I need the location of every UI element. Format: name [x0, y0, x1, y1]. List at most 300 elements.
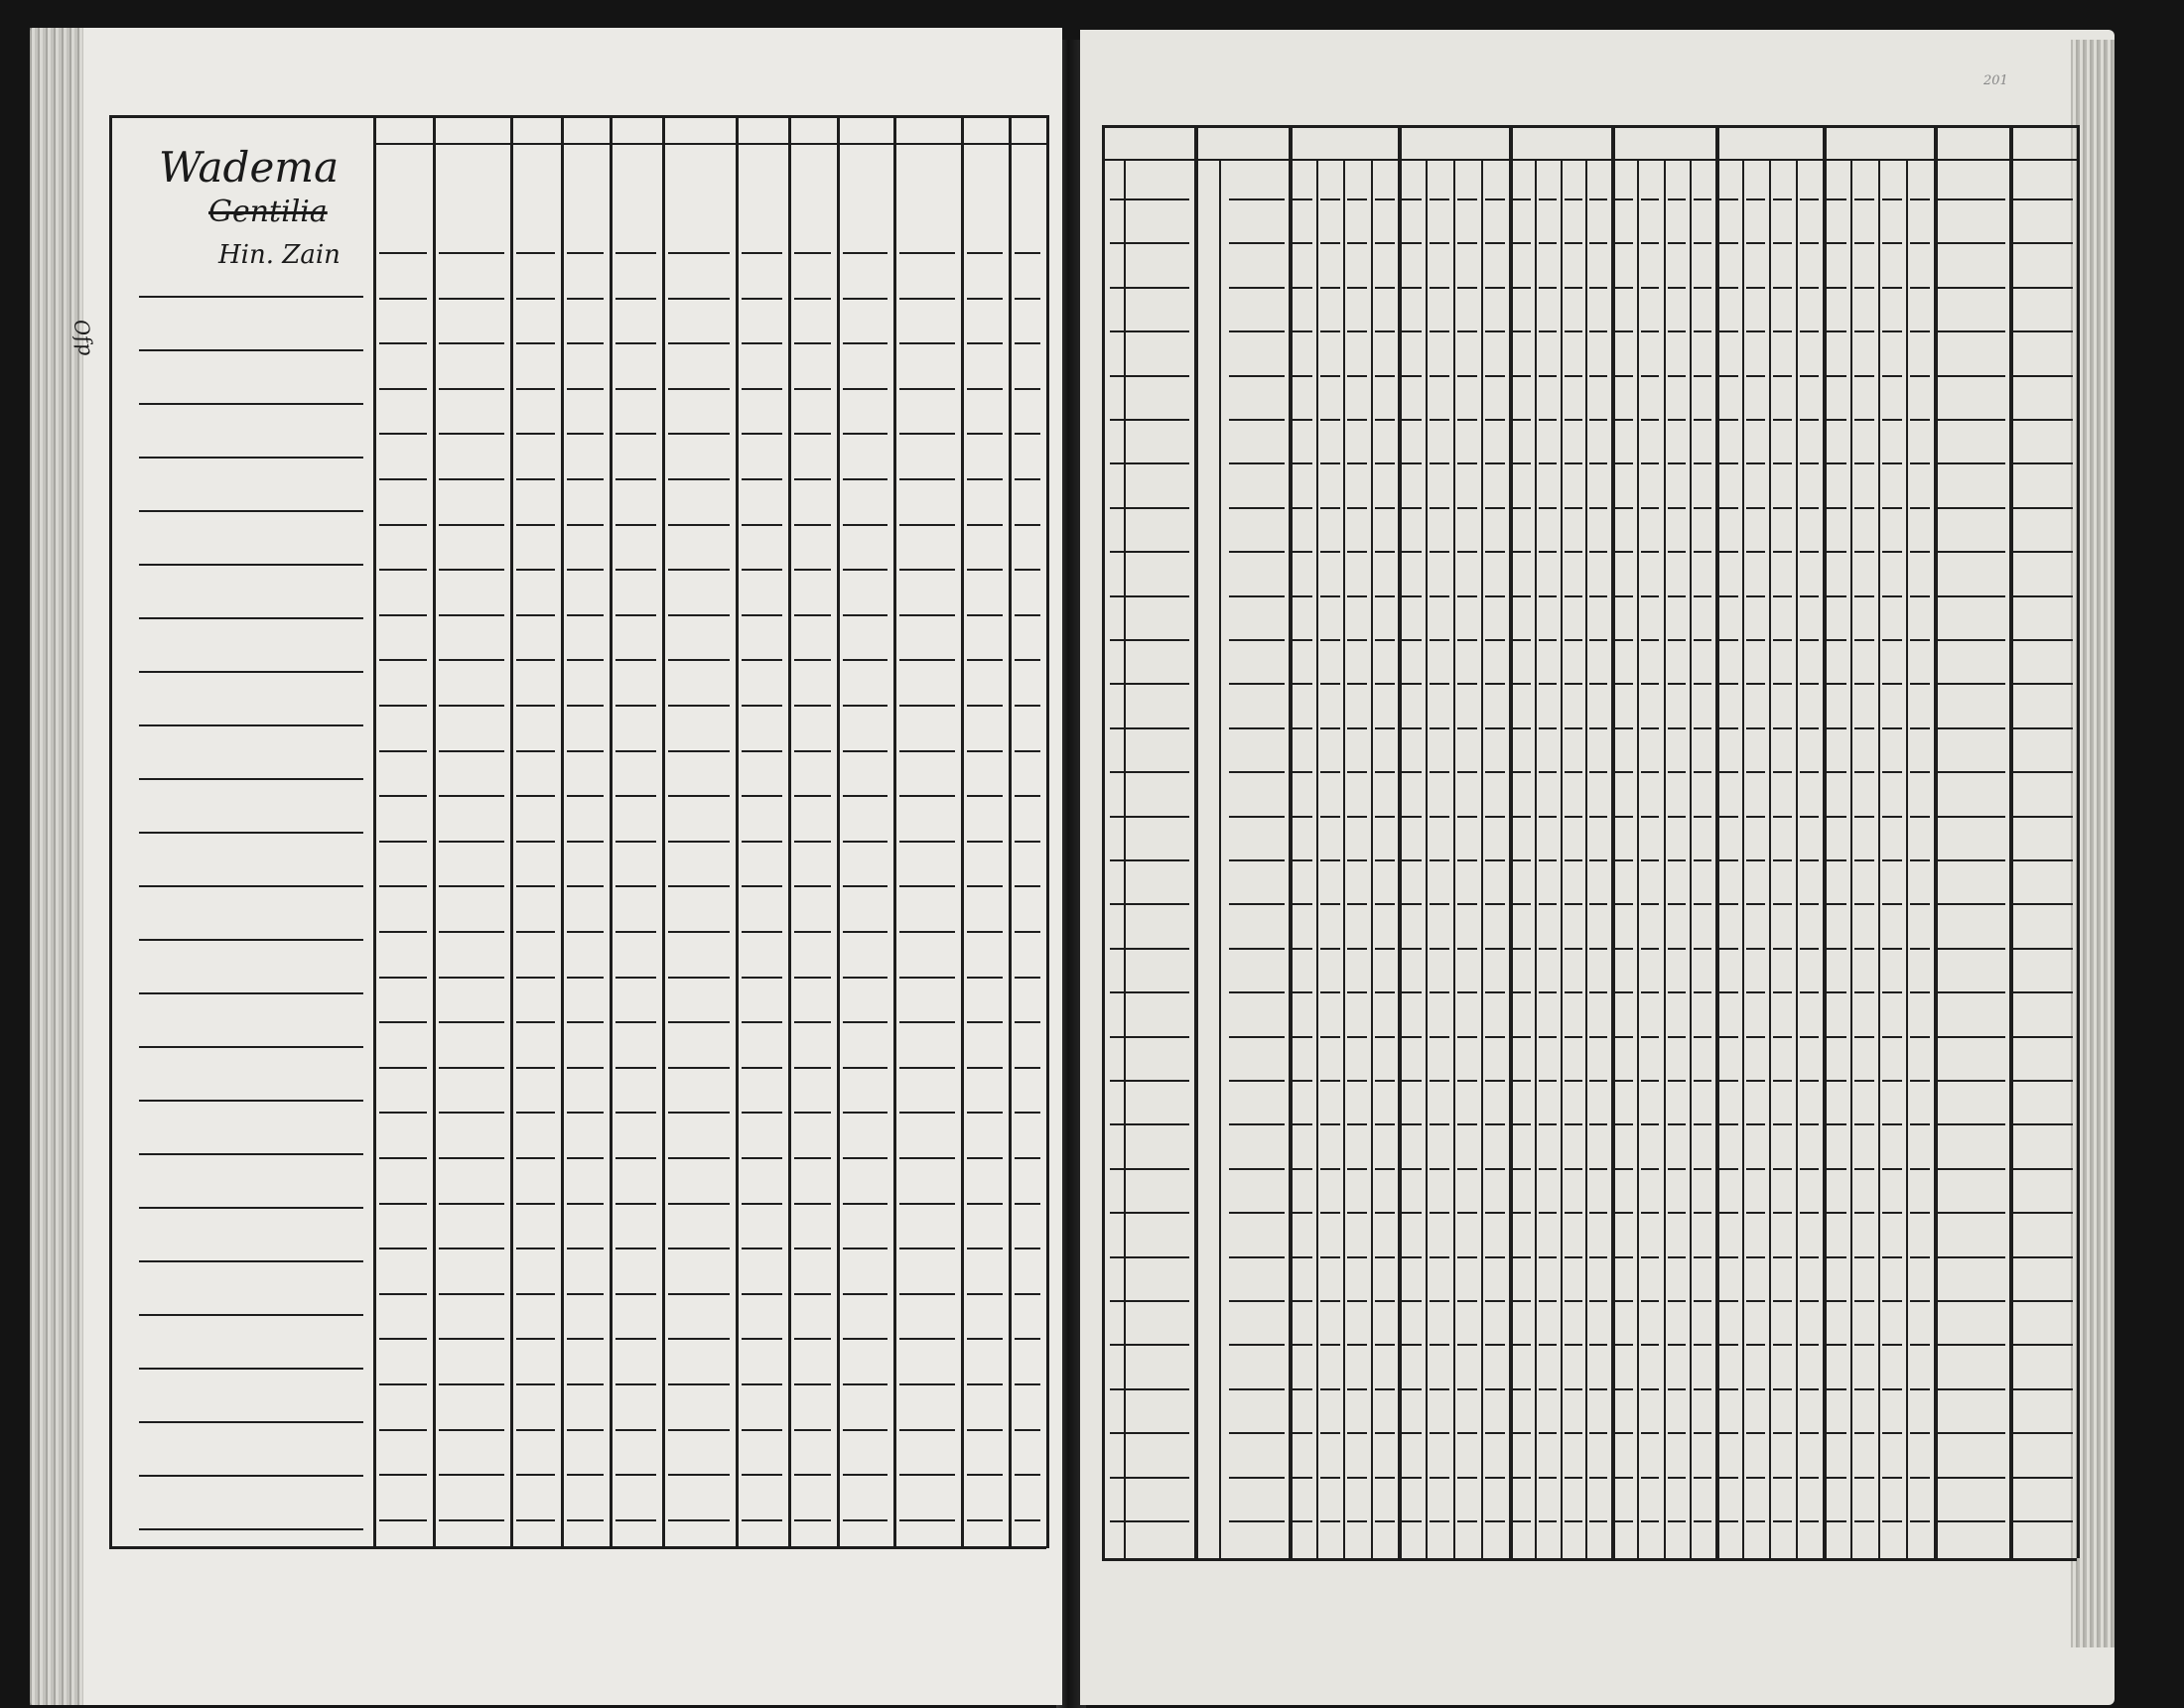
rule-line	[668, 1338, 730, 1340]
rule-line	[1430, 551, 1449, 553]
rule-line	[967, 705, 1003, 707]
rule-line	[439, 1157, 504, 1159]
rule-line	[1746, 287, 1765, 289]
rule-line	[379, 659, 427, 661]
rule-line	[1938, 462, 2005, 464]
rule-line	[1694, 1036, 1711, 1038]
rule-line	[967, 433, 1003, 435]
rule-line	[1539, 375, 1557, 377]
rule-line	[1375, 595, 1395, 597]
rule-line	[1485, 639, 1505, 641]
rule-line	[1485, 683, 1505, 685]
rule-line	[1110, 1080, 1189, 1082]
rule-line	[1719, 683, 1738, 685]
rule-line	[1375, 1036, 1395, 1038]
rule-line	[662, 115, 665, 1546]
rule-line	[1589, 551, 1607, 553]
rule-line	[1882, 771, 1902, 773]
rule-line	[1015, 1293, 1040, 1295]
rule-line	[1719, 1212, 1738, 1214]
rule-line	[843, 1338, 887, 1340]
rule-line	[967, 1203, 1003, 1205]
rule-line	[2013, 948, 2073, 950]
rule-line	[516, 750, 555, 752]
rule-line	[1668, 1256, 1686, 1258]
rule-line	[1229, 1300, 1285, 1302]
rule-line	[1589, 198, 1607, 200]
rule-line	[516, 1338, 555, 1340]
rule-line	[567, 795, 604, 797]
rule-line	[1641, 683, 1659, 685]
rule-line	[967, 388, 1003, 390]
rule-line	[742, 1429, 782, 1431]
rule-line	[1229, 816, 1285, 818]
rule-line	[1430, 198, 1449, 200]
rule-line	[1539, 1520, 1557, 1522]
rule-line	[1615, 462, 1633, 464]
rule-line	[1882, 1477, 1902, 1479]
rule-line	[567, 569, 604, 571]
rule-line	[1293, 771, 1312, 773]
rule-line	[1347, 595, 1367, 597]
rule-line	[1110, 1520, 1189, 1522]
rule-line	[794, 795, 831, 797]
rule-line	[1910, 595, 1930, 597]
rule-line	[1910, 1388, 1930, 1390]
rule-line	[1375, 1212, 1395, 1214]
rule-line	[1827, 1344, 1846, 1346]
rule-line	[1938, 1344, 2005, 1346]
rule-line	[379, 478, 427, 480]
rule-line	[1110, 727, 1189, 729]
rule-line	[2013, 1036, 2073, 1038]
rule-line	[1110, 462, 1189, 464]
rule-line	[516, 614, 555, 616]
rule-line	[843, 885, 887, 887]
rule-line	[668, 750, 730, 752]
rule-line	[433, 115, 436, 1546]
rule-line	[1293, 551, 1312, 553]
rule-line	[567, 841, 604, 843]
rule-line	[516, 252, 555, 254]
rule-line	[2013, 816, 2073, 818]
rule-line	[1882, 507, 1902, 509]
rule-line	[794, 298, 831, 300]
rule-line	[1347, 1212, 1367, 1214]
rule-line	[1430, 639, 1449, 641]
rule-line	[1694, 507, 1711, 509]
rule-line	[1565, 1212, 1582, 1214]
rule-line	[615, 1429, 656, 1431]
rule-line	[615, 931, 656, 933]
rule-line	[1641, 771, 1659, 773]
rule-line	[1827, 859, 1846, 861]
rule-line	[794, 1338, 831, 1340]
rule-line	[1110, 375, 1189, 377]
rule-line	[1402, 198, 1422, 200]
rule-line	[1800, 991, 1819, 993]
rule-line	[1854, 639, 1874, 641]
rule-line	[1015, 1429, 1040, 1431]
rule-line	[1746, 330, 1765, 332]
rule-line	[1513, 1520, 1531, 1522]
rule-line	[1668, 771, 1686, 773]
rule-line	[1641, 551, 1659, 553]
rule-line	[1800, 595, 1819, 597]
rule-line	[1668, 1212, 1686, 1214]
rule-line	[1375, 1388, 1395, 1390]
rule-line	[1485, 903, 1505, 905]
rule-line	[1485, 727, 1505, 729]
rule-line	[1347, 771, 1367, 773]
rule-line	[2013, 1432, 2073, 1434]
rule-line	[1110, 287, 1189, 289]
rule-line	[1565, 816, 1582, 818]
rule-line	[1430, 1168, 1449, 1170]
rule-line	[1320, 903, 1340, 905]
rule-line	[1293, 948, 1312, 950]
rule-line	[1015, 795, 1040, 797]
rule-line	[516, 1429, 555, 1431]
rule-line	[1589, 816, 1607, 818]
rule-line	[1589, 462, 1607, 464]
rule-line	[379, 885, 427, 887]
rule-line	[1565, 859, 1582, 861]
rule-line	[567, 388, 604, 390]
rule-line	[1375, 242, 1395, 244]
rule-line	[1457, 948, 1477, 950]
rule-line	[1589, 419, 1607, 421]
rule-line	[899, 1021, 955, 1023]
rule-line	[1347, 1388, 1367, 1390]
rule-line	[1938, 1432, 2005, 1434]
rule-line	[1015, 1383, 1040, 1385]
rule-line	[1513, 948, 1531, 950]
rule-line	[1539, 683, 1557, 685]
rule-line	[899, 841, 955, 843]
rule-line	[1343, 159, 1345, 1558]
rule-line	[1641, 903, 1659, 905]
rule-line	[379, 433, 427, 435]
rule-line	[1110, 1388, 1189, 1390]
rule-line	[615, 1383, 656, 1385]
rule-line	[567, 478, 604, 480]
rule-line	[1773, 1080, 1792, 1082]
rule-line	[1800, 1300, 1819, 1302]
rule-line	[1854, 1388, 1874, 1390]
rule-line	[1229, 903, 1285, 905]
rule-line	[1110, 242, 1189, 244]
rule-line	[1229, 551, 1285, 553]
rule-line	[2013, 771, 2073, 773]
rule-line	[1882, 816, 1902, 818]
rule-line	[1641, 816, 1659, 818]
rule-line	[1615, 859, 1633, 861]
rule-line	[1375, 1123, 1395, 1125]
rule-line	[1719, 507, 1738, 509]
rule-line	[1719, 242, 1738, 244]
rule-line	[1320, 595, 1340, 597]
rule-line	[1719, 419, 1738, 421]
rule-line	[742, 1338, 782, 1340]
rule-line	[1719, 1036, 1738, 1038]
rule-line	[610, 115, 613, 1546]
rule-line	[1513, 462, 1531, 464]
rule-line	[1641, 287, 1659, 289]
rule-line	[843, 1519, 887, 1521]
rule-line	[139, 617, 363, 619]
rule-line	[1746, 816, 1765, 818]
rule-line	[139, 349, 363, 351]
rule-line	[1882, 330, 1902, 332]
rule-line	[567, 1021, 604, 1023]
rule-line	[794, 1248, 831, 1249]
rule-line	[899, 1067, 955, 1069]
rule-line	[1589, 727, 1607, 729]
rule-line	[567, 1248, 604, 1249]
rule-line	[1015, 388, 1040, 390]
rule-line	[1015, 1157, 1040, 1159]
rule-line	[1641, 1212, 1659, 1214]
rule-line	[1110, 595, 1189, 597]
rule-line	[1827, 551, 1846, 553]
rule-line	[1229, 595, 1285, 597]
rule-line	[1513, 330, 1531, 332]
rule-line	[668, 1203, 730, 1205]
rule-line	[1854, 595, 1874, 597]
rule-line	[1430, 1212, 1449, 1214]
rule-line	[843, 931, 887, 933]
rule-line	[1565, 639, 1582, 641]
rule-line	[439, 1429, 504, 1431]
rule-line	[1485, 1168, 1505, 1170]
rule-line	[139, 1207, 363, 1209]
rule-line	[1229, 1344, 1285, 1346]
rule-line	[1694, 771, 1711, 773]
rule-line	[1110, 816, 1189, 818]
rule-line	[1539, 859, 1557, 861]
rule-line	[1402, 1477, 1422, 1479]
rule-line	[615, 885, 656, 887]
rule-line	[1878, 159, 1880, 1558]
rule-line	[1827, 242, 1846, 244]
rule-line	[1773, 1123, 1792, 1125]
rule-line	[1910, 198, 1930, 200]
rule-line	[1615, 330, 1633, 332]
rule-line	[1347, 1123, 1367, 1125]
rule-line	[1827, 1432, 1846, 1434]
rule-line	[794, 1474, 831, 1476]
rule-line	[1402, 991, 1422, 993]
rule-line	[899, 1293, 955, 1295]
rule-line	[1046, 115, 1049, 1548]
rule-line	[1668, 683, 1686, 685]
rule-line	[1375, 816, 1395, 818]
rule-line	[516, 569, 555, 571]
rule-line	[1827, 639, 1846, 641]
rule-line	[668, 569, 730, 571]
rule-line	[967, 569, 1003, 571]
rule-line	[1565, 330, 1582, 332]
rule-line	[516, 1248, 555, 1249]
rule-line	[1854, 375, 1874, 377]
rule-line	[561, 115, 564, 1546]
rule-line	[1694, 1432, 1711, 1434]
rule-line	[1513, 551, 1531, 553]
rule-line	[1565, 727, 1582, 729]
rule-line	[1773, 419, 1792, 421]
rule-line	[1320, 1256, 1340, 1258]
rule-line	[439, 614, 504, 616]
rule-line	[615, 569, 656, 571]
rule-line	[1293, 375, 1312, 377]
rule-line	[794, 1203, 831, 1205]
rule-line	[1430, 419, 1449, 421]
rule-line	[1882, 1388, 1902, 1390]
rule-line	[1539, 1432, 1557, 1434]
rule-line	[1854, 1477, 1874, 1479]
rule-line	[1457, 462, 1477, 464]
rule-line	[843, 614, 887, 616]
rule-line	[516, 1157, 555, 1159]
rule-line	[1430, 1256, 1449, 1258]
rule-line	[379, 569, 427, 571]
rule-line	[379, 750, 427, 752]
rule-line	[439, 659, 504, 661]
rule-line	[742, 524, 782, 526]
rule-line	[1110, 683, 1189, 685]
rule-line	[1827, 727, 1846, 729]
rule-line	[1347, 1520, 1367, 1522]
rule-line	[899, 1474, 955, 1476]
rule-line	[1457, 1212, 1477, 1214]
rule-line	[899, 478, 955, 480]
rule-line	[1015, 885, 1040, 887]
rule-line	[1229, 1477, 1285, 1479]
rule-line	[379, 252, 427, 254]
rule-line	[1719, 1388, 1738, 1390]
rule-line	[1668, 1168, 1686, 1170]
rule-line	[1910, 816, 1930, 818]
rule-line	[2013, 287, 2073, 289]
rule-line	[1773, 1344, 1792, 1346]
rule-line	[615, 1021, 656, 1023]
rule-line	[1347, 198, 1367, 200]
rule-line	[742, 252, 782, 254]
rule-line	[1882, 375, 1902, 377]
rule-line	[1229, 991, 1285, 993]
rule-line	[516, 841, 555, 843]
rule-line	[1910, 771, 1930, 773]
rule-line	[967, 478, 1003, 480]
rule-line	[1585, 159, 1587, 1558]
rule-line	[1938, 1123, 2005, 1125]
rule-line	[1668, 1123, 1686, 1125]
rule-line	[1347, 1300, 1367, 1302]
rule-line	[1668, 375, 1686, 377]
rule-line	[843, 1021, 887, 1023]
rule-line	[967, 885, 1003, 887]
rule-line	[1746, 1477, 1765, 1479]
rule-line	[1668, 419, 1686, 421]
rule-line	[1589, 991, 1607, 993]
rule-line	[1615, 1256, 1633, 1258]
rule-line	[379, 795, 427, 797]
rule-line	[794, 1067, 831, 1069]
rule-line	[1773, 1477, 1792, 1479]
rule-line	[1719, 462, 1738, 464]
rule-line	[1719, 1080, 1738, 1082]
rule-line	[1773, 1256, 1792, 1258]
rule-line	[1565, 683, 1582, 685]
rule-line	[1015, 614, 1040, 616]
rule-line	[1110, 639, 1189, 641]
rule-line	[1347, 242, 1367, 244]
rule-line	[1513, 198, 1531, 200]
rule-line	[1565, 462, 1582, 464]
rule-line	[1102, 125, 2077, 128]
rule-line	[1800, 462, 1819, 464]
rule-line	[742, 614, 782, 616]
rule-line	[1854, 1036, 1874, 1038]
rule-line	[1565, 1344, 1582, 1346]
rule-line	[967, 795, 1003, 797]
rule-line	[516, 298, 555, 300]
rule-line	[1015, 569, 1040, 571]
rule-line	[615, 705, 656, 707]
rule-line	[567, 885, 604, 887]
rule-line	[1513, 639, 1531, 641]
rule-line	[1882, 639, 1902, 641]
rule-line	[1513, 375, 1531, 377]
rule-line	[1565, 991, 1582, 993]
rule-line	[1102, 1558, 2077, 1561]
rule-line	[1015, 433, 1040, 435]
rule-line	[1320, 462, 1340, 464]
rule-line	[1485, 1432, 1505, 1434]
rule-line	[668, 433, 730, 435]
rule-line	[1615, 1388, 1633, 1390]
rule-line	[1402, 1520, 1422, 1522]
rule-line	[1589, 595, 1607, 597]
rule-line	[1320, 991, 1340, 993]
rule-line	[1854, 727, 1874, 729]
rule-line	[837, 115, 840, 1546]
rule-line	[1102, 125, 1105, 1558]
rule-line	[742, 750, 782, 752]
rule-line	[1375, 507, 1395, 509]
rule-line	[1668, 1344, 1686, 1346]
rule-line	[1615, 242, 1633, 244]
rule-line	[1293, 1344, 1312, 1346]
rule-line	[899, 614, 955, 616]
rule-line	[1539, 1477, 1557, 1479]
rule-line	[668, 1519, 730, 1521]
rule-line	[1485, 198, 1505, 200]
rule-line	[1694, 727, 1711, 729]
rule-line	[139, 457, 363, 459]
rule-line	[1773, 1388, 1792, 1390]
rule-line	[843, 659, 887, 661]
rule-line	[1539, 462, 1557, 464]
rule-line	[1110, 991, 1189, 993]
rule-line	[1589, 1388, 1607, 1390]
rule-line	[1910, 1432, 1930, 1434]
rule-line	[1320, 859, 1340, 861]
rule-line	[1485, 1036, 1505, 1038]
rule-line	[1615, 816, 1633, 818]
rule-line	[1565, 1432, 1582, 1434]
